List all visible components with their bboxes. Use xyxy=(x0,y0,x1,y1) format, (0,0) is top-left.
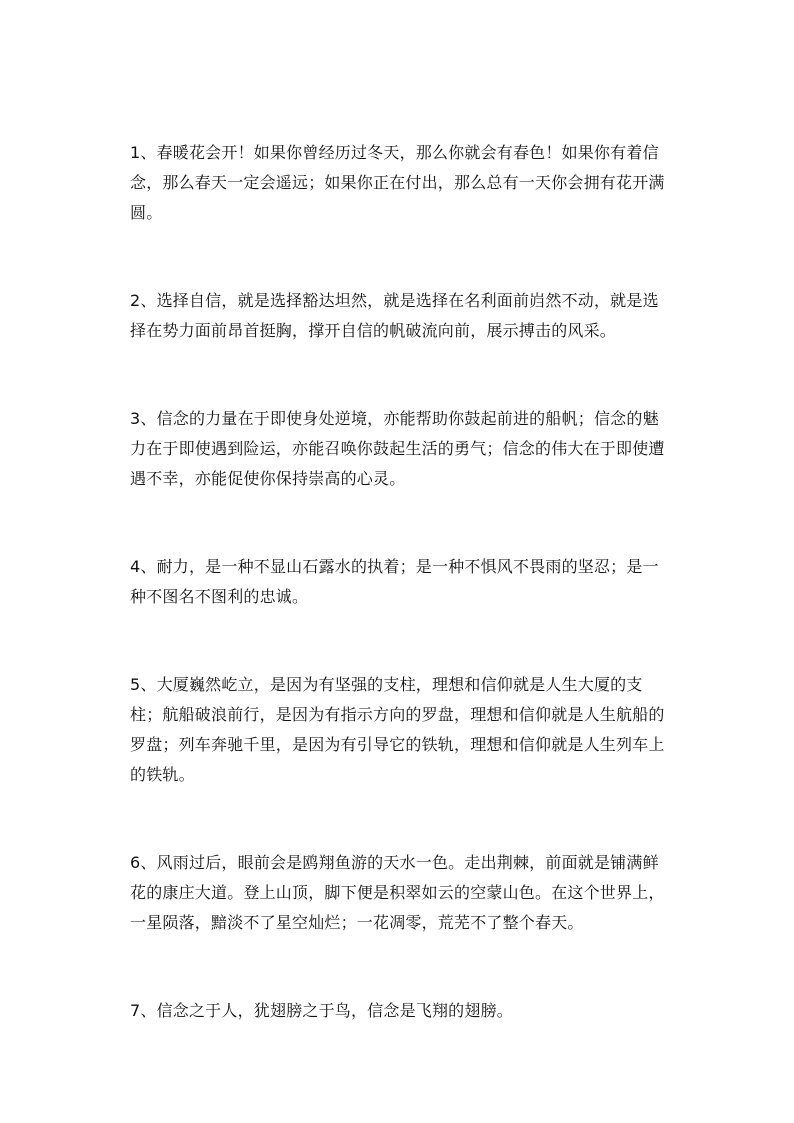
paragraph-4: 4、耐力，是一种不显山石露水的执着；是一种不惧风不畏雨的坚忍；是一种不图名不图利的忠诚。 xyxy=(130,557,659,606)
paragraph-6: 6、风雨过后，眼前会是鸥翔鱼游的天水一色。走出荆棘，前面就是铺满鲜花的康庄大道。登上山顶，脚下便是积翠如云的空蒙山色。在这个世界上，一星陨落，黯淡不了星空灿烂；一花凋零，荒芜不了整个春天。 xyxy=(130,853,665,932)
paragraph-1: 1、春暖花会开！如果你曾经历过冬天，那么你就会有春色！如果你有着信念，那么春天一定会遥远；如果你正在付出，那么总有一天你会拥有花开满圆。 xyxy=(130,143,665,222)
document-body xyxy=(130,138,670,1026)
paragraph-7: 7、信念之于人，犹翅膀之于鸟，信念是飞翔的翅膀。 xyxy=(130,1001,513,1020)
paragraph-3: 3、信念的力量在于即使身处逆境，亦能帮助你鼓起前进的船帆；信念的魅力在于即使遇到险运，亦能召唤你鼓起生活的勇气；信念的伟大在于即使遭遇不幸，亦能促使你保持崇高的心灵。 xyxy=(130,409,665,488)
paragraph-2: 2、选择自信，就是选择豁达坦然，就是选择在名利面前岿然不动，就是选择在势力面前昂首挺胸，撑开自信的帆破流向前，展示搏击的风采。 xyxy=(130,291,659,340)
paragraph-5: 5、大厦巍然屹立，是因为有坚强的支柱，理想和信仰就是人生大厦的支柱；航船破浪前行，是因为有指示方向的罗盘，理想和信仰就是人生航船的罗盘；列车奔驰千里，是因为有引导它的铁轨，理想和信仰就是人生列车上的铁轨。 xyxy=(130,675,665,784)
